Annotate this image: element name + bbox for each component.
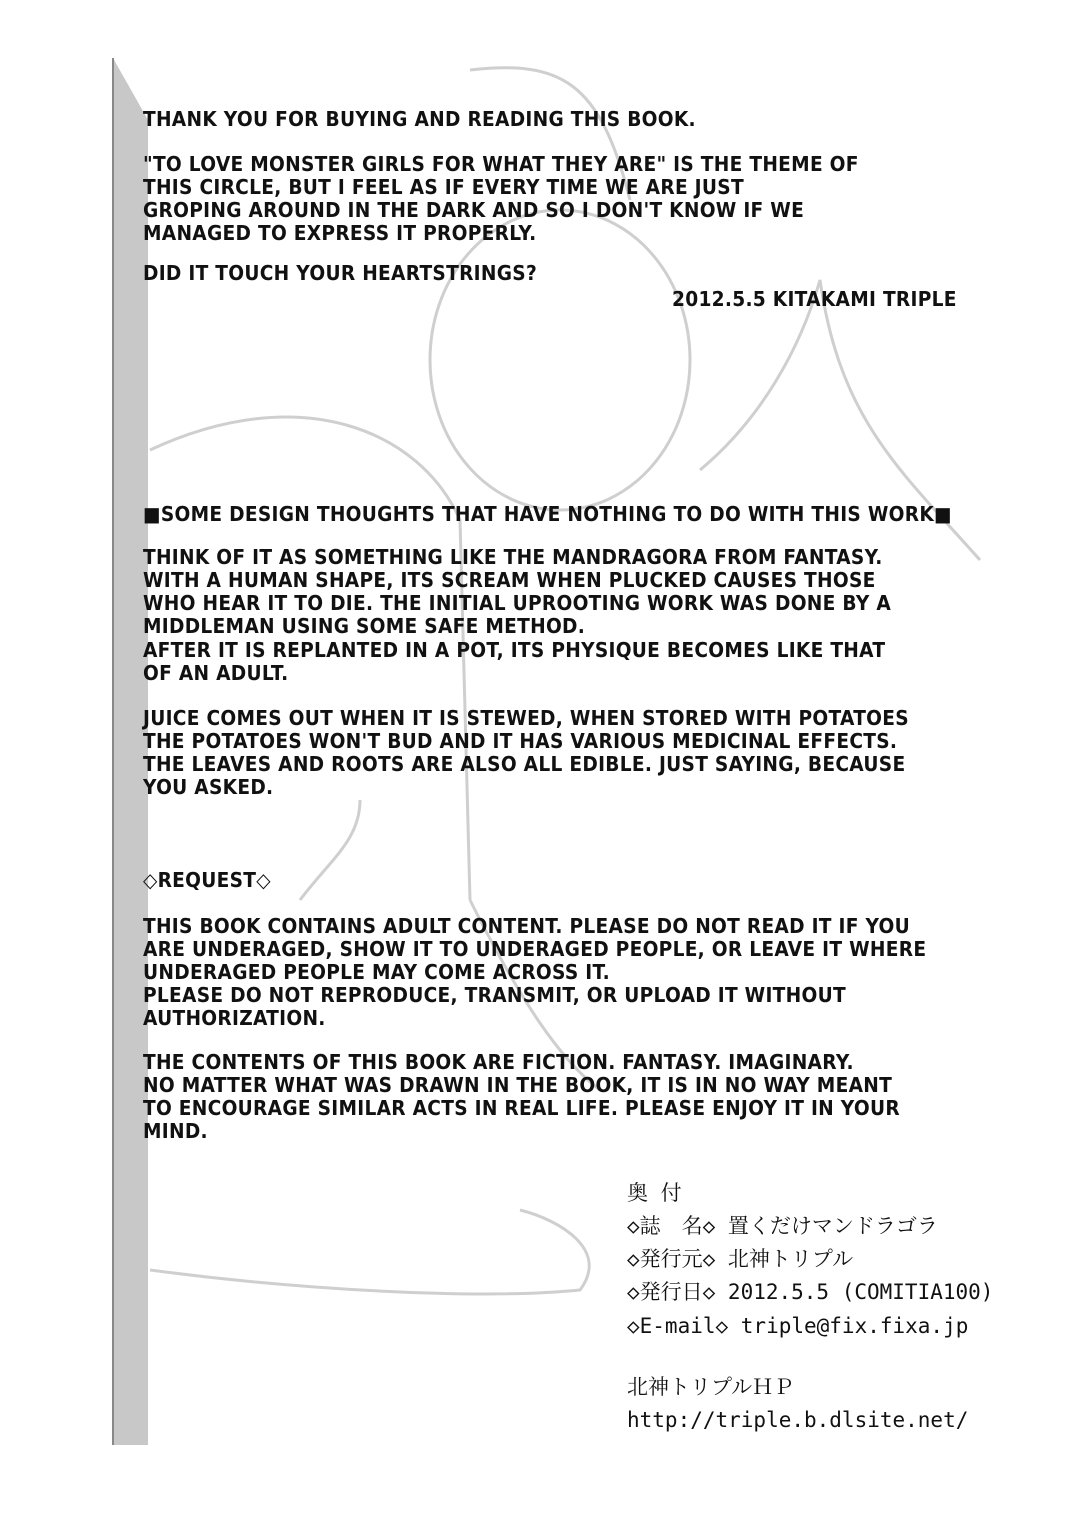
design-line: OF AN ADULT. bbox=[143, 661, 289, 685]
design-line: WITH A HUMAN SHAPE, ITS SCREAM WHEN PLUCKED CAUSES THOSE bbox=[143, 568, 876, 592]
afterword-line: GROPING AROUND IN THE DARK AND SO I DON'T KNOW IF WE bbox=[143, 198, 805, 222]
design-line: MIDDLEMAN USING SOME SAFE METHOD. bbox=[143, 614, 586, 638]
design-line: YOU ASKED. bbox=[143, 775, 274, 799]
design-heading: ■SOME DESIGN THOUGHTS THAT HAVE NOTHING TO DO WITH THIS WORK■ bbox=[143, 502, 952, 526]
request-line: UNDERAGED PEOPLE MAY COME ACROSS IT. bbox=[143, 960, 610, 984]
design-line: THE LEAVES AND ROOTS ARE ALSO ALL EDIBLE. JUST SAYING, BECAUSE bbox=[143, 752, 906, 776]
colophon-row: ◇発行元◇ 北神トリプル bbox=[627, 1247, 854, 1271]
request-line: THIS BOOK CONTAINS ADULT CONTENT. PLEASE DO NOT READ IT IF YOU bbox=[143, 914, 911, 938]
request-line: TO ENCOURAGE SIMILAR ACTS IN REAL LIFE. PLEASE ENJOY IT IN YOUR bbox=[143, 1096, 900, 1120]
colophon-title: 奥 付 bbox=[627, 1181, 682, 1205]
homepage-label: 北神トリプルＨＰ bbox=[627, 1375, 795, 1399]
design-line: THE POTATOES WON'T BUD AND IT HAS VARIOUS MEDICINAL EFFECTS. bbox=[143, 729, 898, 753]
homepage-url: http://triple.b.dlsite.net/ bbox=[627, 1408, 969, 1432]
request-line: AUTHORIZATION. bbox=[143, 1006, 326, 1030]
colophon-row: ◇E-mail◇ triple@fix.fixa.jp bbox=[627, 1314, 969, 1338]
request-line: ARE UNDERAGED, SHOW IT TO UNDERAGED PEOPLE, OR LEAVE IT WHERE bbox=[143, 937, 927, 961]
afterword-line: THIS CIRCLE, BUT I FEEL AS IF EVERY TIME WE ARE JUST bbox=[143, 175, 744, 199]
colophon-row: ◇発行日◇ 2012.5.5 (COMITIA100) bbox=[627, 1280, 994, 1304]
afterword-line: DID IT TOUCH YOUR HEARTSTRINGS? bbox=[143, 261, 538, 285]
design-line: THINK OF IT AS SOMETHING LIKE THE MANDRAGORA FROM FANTASY. bbox=[143, 545, 883, 569]
colophon-row: ◇誌 名◇ 置くだけマンドラゴラ bbox=[627, 1214, 938, 1238]
afterword-line: MANAGED TO EXPRESS IT PROPERLY. bbox=[143, 221, 537, 245]
request-line: NO MATTER WHAT WAS DRAWN IN THE BOOK, IT IS IN NO WAY MEANT bbox=[143, 1073, 893, 1097]
afterword-line: THANK YOU FOR BUYING AND READING THIS BOOK. bbox=[143, 107, 696, 131]
request-line: PLEASE DO NOT REPRODUCE, TRANSMIT, OR UPLOAD IT WITHOUT bbox=[143, 983, 846, 1007]
request-heading: ◇REQUEST◇ bbox=[143, 868, 271, 892]
design-line: AFTER IT IS REPLANTED IN A POT, ITS PHYSIQUE BECOMES LIKE THAT bbox=[143, 638, 886, 662]
request-line: MIND. bbox=[143, 1119, 208, 1143]
design-line: WHO HEAR IT TO DIE. THE INITIAL UPROOTING WORK WAS DONE BY A bbox=[143, 591, 892, 615]
request-line: THE CONTENTS OF THIS BOOK ARE FICTION. FANTASY. IMAGINARY. bbox=[143, 1050, 854, 1074]
signature: 2012.5.5 KITAKAMI TRIPLE bbox=[672, 287, 957, 311]
design-line: JUICE COMES OUT WHEN IT IS STEWED, WHEN STORED WITH POTATOES bbox=[143, 706, 909, 730]
afterword-line: "TO LOVE MONSTER GIRLS FOR WHAT THEY ARE" IS THE THEME OF bbox=[143, 152, 859, 176]
